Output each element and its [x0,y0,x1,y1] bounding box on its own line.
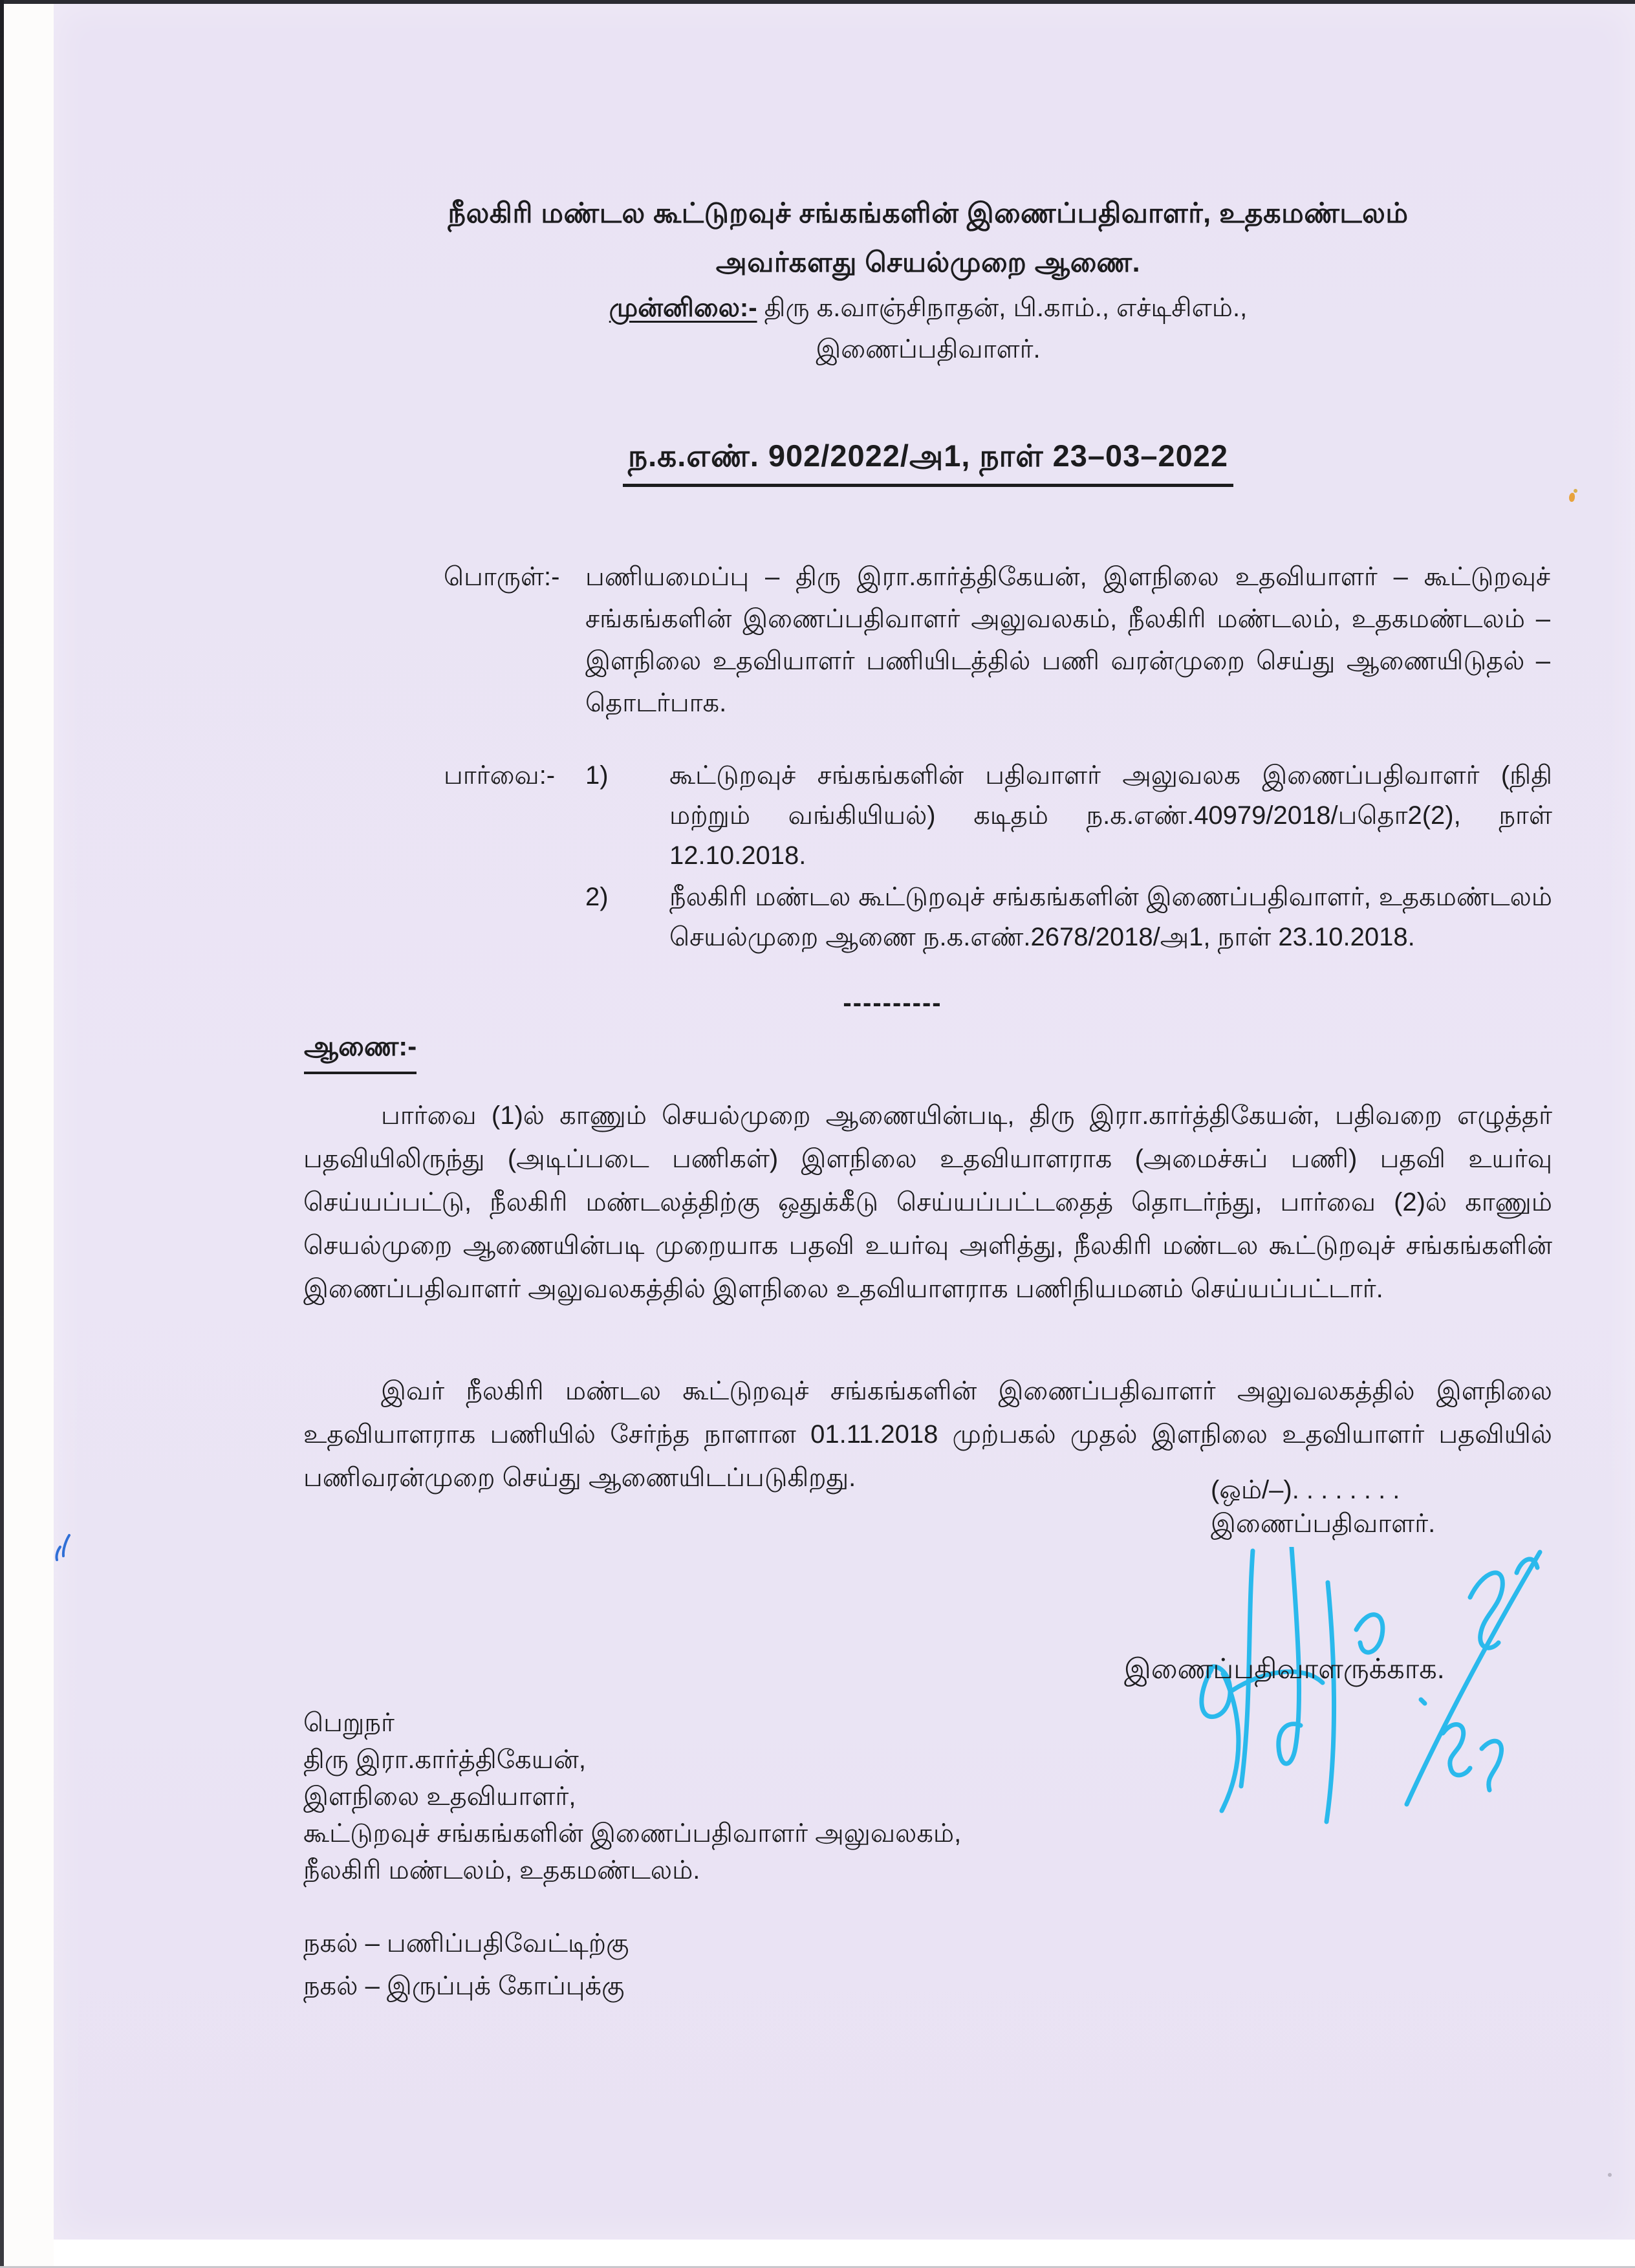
scan-margin-strip [4,4,54,2268]
order-number-line: ந.க.எண். 902/2022/அ1, நாள் 23–03–2022 [623,435,1233,487]
scan-edge-left [0,0,4,2268]
recipient-label: பெறுநர் [303,1709,395,1737]
references-label: பார்வை:- [444,761,556,790]
signatory-designation: இணைப்பதிவாளர். [1211,1509,1436,1538]
order-paragraph-1: பார்வை (1)ல் காணும் செயல்முறை ஆணையின்படி, திரு இரா.கார்த்திகேயன், பதிவறை எழுத்தர் பதவியிலிருந்து (அடிப்படை பணிகள்) இளநிலை உதவியாளராக (அமைச்சுப் பணி) பதவி உயர்வு செய்யப்பட்டு, நீலகிரி மண்டலத்திற்கு ஒதுக்கீடு செய்யப்பட்டதைத் தொடர்ந்து, பார்வை (2)ல் காணும் செயல்முறை ஆணையின்படி முறையாக பதவி உயர்வு அளித்து, நீலகிரி மண்டல கூட்டுறவுச் சங்கங்களின் இணைப்பதிவாளர் அலுவலகத்தில் இளநிலை உதவியாளராக பணிநியமனம் செய்யப்பட்டார். [303,1101,1553,1303]
document-title-line-2: அவர்களது செயல்முறை ஆணை. [715,247,1141,278]
copy-line-stock-file: நகல் – இருப்புக் கோப்புக்கு [303,1972,625,2000]
document-title-line-1: நீலகிரி மண்டல கூட்டுறவுச் சங்கங்களின் இணைப்பதிவாளர், உதகமண்டலம் [448,198,1409,229]
reference-item-1 [585,755,1552,876]
presence-label: முன்னிலை:- [609,294,757,322]
signed-abbreviation-line: (ஒம்/–). . . . . . . . [1211,1476,1400,1504]
recipient-line-designation: இளநிலை உதவியாளர், [303,1782,576,1811]
copy-line-service-register: நகல் – பணிப்பதிவேட்டிற்கு [303,1929,629,1958]
reference-item-2-text: நீலகிரி மண்டல கூட்டுறவுச் சங்கங்களின் இணைப்பதிவாளர், உதகமண்டலம் செயல்முறை ஆணை ந.க.எண்.2678/2018/அ1, நாள் 23.10.2018. [669,883,1552,951]
orange-ink-speck [1568,489,1577,504]
order-heading: ஆணை:- [304,1025,417,1074]
copies-block [303,1922,1209,2007]
recipient-line-name: திரு இரா.கார்த்திகேயன், [303,1745,586,1774]
presence-line [298,290,1559,326]
section-separator-dashes: ---------- [843,989,942,1017]
reference-item-1-text: கூட்டுறவுச் சங்கங்களின் பதிவாளர் அலுவலக இணைப்பதிவாளர் (நிதி மற்றும் வங்கியியல்) கடிதம் ந.க.எண்.40979/2018/பதொ2(2), நாள் 12.10.2018. [669,761,1552,870]
scan-edge-top [0,0,1635,4]
gray-dust-speck [1608,2173,1612,2177]
recipient-block [303,1742,1209,1889]
order-number-band [298,435,1559,487]
presence-designation: இணைப்பதிவாளர். [816,335,1041,363]
blue-pen-stray-mark [52,1531,74,1564]
subject-text: பணியமைப்பு – திரு இரா.கார்த்திகேயன், இளநிலை உதவியாளர் – கூட்டுறவுச் சங்கங்களின் இணைப்பதிவாளர் அலுவலகம், நீலகிரி மண்டலம், உதகமண்டலம் – இளநிலை உதவியாளர் பணியிடத்தில் பணி வரன்முறை செய்து ஆணையிடுதல் – தொடர்பாக. [585,563,1550,717]
reference-item-2 [585,877,1552,957]
presence-officer: திரு க.வாஞ்சிநாதன், பி.காம்., எச்டிசிஎம்., [764,294,1248,322]
recipient-line-place: நீலகிரி மண்டலம், உதகமண்டலம். [303,1856,700,1885]
for-designation-line: இணைப்பதிவாளருக்காக. [1124,1654,1445,1685]
recipient-line-office: கூட்டுறவுச் சங்கங்களின் இணைப்பதிவாளர் அலுவலகம், [303,1819,962,1848]
reference-item-2-number: 2) [585,883,609,911]
order-paragraph-2: இவர் நீலகிரி மண்டல கூட்டுறவுச் சங்கங்களின் இணைப்பதிவாளர் அலுவலகத்தில் இளநிலை உதவியாளராக பணியில் சேர்ந்த நாளான 01.11.2018 முற்பகல் முதல் இளநிலை உதவியாளர் பதவியில் பணிவரன்முறை செய்து ஆணையிடப்படுகிறது. [303,1377,1552,1492]
reference-item-1-number: 1) [585,761,609,790]
subject-label: பொருள்:- [444,563,560,591]
